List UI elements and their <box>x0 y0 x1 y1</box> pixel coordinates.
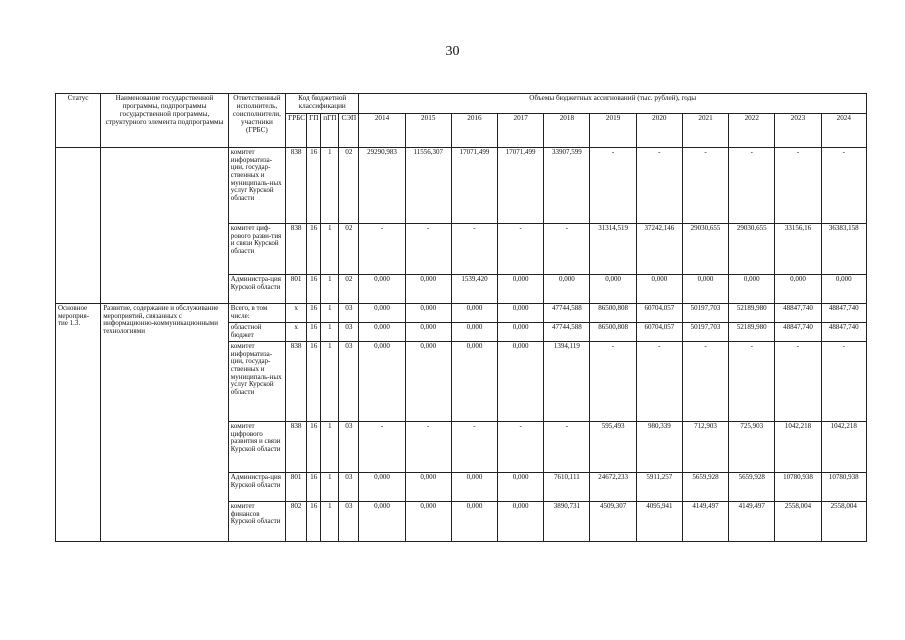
row-year-value: 0,000 <box>498 304 544 323</box>
row-year-value: - <box>590 342 636 422</box>
header-year: 2014 <box>359 114 405 148</box>
row-year-value: 0,000 <box>405 473 451 502</box>
row-year-value: 47744,588 <box>544 304 590 323</box>
row-year-value: 0,000 <box>821 275 866 304</box>
row-code-pgp: 1 <box>321 502 339 542</box>
row-year-value: - <box>682 148 728 224</box>
table-row <box>56 148 867 224</box>
row-year-value: 0,000 <box>544 275 590 304</box>
row-year-value: 4149,497 <box>682 502 728 542</box>
row-year-value: 50197,703 <box>682 323 728 342</box>
row-code-pgp: 1 <box>321 473 339 502</box>
header-year: 2018 <box>544 114 590 148</box>
row-year-value: 0,000 <box>451 502 497 542</box>
row-executor: Администра-ция Курской области <box>228 473 285 502</box>
row-year-value: 10780,938 <box>821 473 866 502</box>
row-year-value: 11556,307 <box>405 148 451 224</box>
row-year-value: - <box>451 422 497 473</box>
row-year-value: 0,000 <box>451 323 497 342</box>
row-executor: комитет циф-рового разви-тия и связи Курской области <box>228 224 285 275</box>
row-year-value: 0,000 <box>775 275 821 304</box>
row-year-value: 48847,740 <box>821 304 866 323</box>
row-program-name: Развитие, содержание и обслуживание мероприятий, связанных с информационно-коммуникационными технологиями <box>101 304 229 542</box>
row-executor: комитет информатиза-ции, государ-ственных и муниципаль-ных услуг Курской области <box>228 148 285 224</box>
row-year-value: 0,000 <box>359 275 405 304</box>
row-year-value: 60704,057 <box>636 304 682 323</box>
row-code-gp: 16 <box>307 323 321 342</box>
row-year-value: 36383,158 <box>821 224 866 275</box>
row-code-sep: 03 <box>339 323 359 342</box>
row-year-value: 0,000 <box>359 304 405 323</box>
row-year-value: 0,000 <box>729 275 775 304</box>
row-year-value: 0,000 <box>451 304 497 323</box>
row-executor: комитет информатиза-ции, государ-ственных и муниципаль-ных услуг Курской области <box>228 342 285 422</box>
row-code-pgp: 1 <box>321 275 339 304</box>
row-year-value: - <box>636 342 682 422</box>
row-year-value: 712,903 <box>682 422 728 473</box>
row-year-value: 60704,057 <box>636 323 682 342</box>
row-code-pgp: 1 <box>321 323 339 342</box>
row-year-value: 7610,111 <box>544 473 590 502</box>
row-code-grbs: 838 <box>286 422 307 473</box>
row-year-value: 31314,519 <box>590 224 636 275</box>
header-year: 2023 <box>775 114 821 148</box>
row-code-sep: 03 <box>339 502 359 542</box>
row-year-value: 0,000 <box>451 473 497 502</box>
row-code-grbs: 801 <box>286 473 307 502</box>
row-year-value: 0,000 <box>405 342 451 422</box>
row-year-value: - <box>775 342 821 422</box>
header-year: 2024 <box>821 114 866 148</box>
row-code-sep: 02 <box>339 275 359 304</box>
row-year-value: 0,000 <box>590 275 636 304</box>
row-year-value: 24672,233 <box>590 473 636 502</box>
row-year-value: 5659,928 <box>682 473 728 502</box>
header-code-gp: ГП <box>307 114 321 148</box>
row-year-value: 29030,655 <box>729 224 775 275</box>
header-year: 2022 <box>729 114 775 148</box>
table-body <box>56 148 867 542</box>
header-year: 2017 <box>498 114 544 148</box>
row-year-value: 0,000 <box>359 473 405 502</box>
row-year-value: - <box>590 148 636 224</box>
row-year-value: 37242,146 <box>636 224 682 275</box>
row-year-value: 0,000 <box>682 275 728 304</box>
row-year-value: 0,000 <box>498 473 544 502</box>
header-code-grbs: ГРБС <box>286 114 307 148</box>
row-code-sep: 02 <box>339 224 359 275</box>
row-year-value: 2558,004 <box>821 502 866 542</box>
row-year-value: 4149,497 <box>729 502 775 542</box>
table-row <box>56 304 867 323</box>
row-year-value: 1394,119 <box>544 342 590 422</box>
row-year-value: 33907,599 <box>544 148 590 224</box>
row-code-grbs: 801 <box>286 275 307 304</box>
row-year-value: - <box>359 422 405 473</box>
row-year-value: 33156,16 <box>775 224 821 275</box>
header-code-pgp: пГП <box>321 114 339 148</box>
row-year-value: - <box>821 342 866 422</box>
header-year: 2016 <box>451 114 497 148</box>
row-year-value: 0,000 <box>405 275 451 304</box>
row-code-grbs: х <box>286 304 307 323</box>
row-year-value: 595,493 <box>590 422 636 473</box>
row-year-value: 0,000 <box>498 342 544 422</box>
row-code-pgp: 1 <box>321 342 339 422</box>
budget-table <box>55 93 867 542</box>
header-status: Статус <box>56 94 101 148</box>
header-code-sep: СЭП <box>339 114 359 148</box>
row-year-value: - <box>775 148 821 224</box>
row-year-value: 86500,808 <box>590 304 636 323</box>
row-executor: Всего, в том числе: <box>228 304 285 323</box>
row-executor: Администра-ция Курской области <box>228 275 285 304</box>
row-code-pgp: 1 <box>321 304 339 323</box>
row-year-value: - <box>359 224 405 275</box>
page-number: 30 <box>445 44 460 59</box>
row-year-value: - <box>498 422 544 473</box>
row-code-gp: 16 <box>307 148 321 224</box>
row-year-value: 5659,928 <box>729 473 775 502</box>
row-code-pgp: 1 <box>321 148 339 224</box>
row-year-value: - <box>498 224 544 275</box>
row-year-value: 1042,218 <box>821 422 866 473</box>
row-year-value: 52189,980 <box>729 304 775 323</box>
row-code-grbs: 838 <box>286 342 307 422</box>
header-year: 2021 <box>682 114 728 148</box>
row-code-gp: 16 <box>307 502 321 542</box>
row-year-value: 0,000 <box>359 502 405 542</box>
header-year: 2019 <box>590 114 636 148</box>
row-year-value: 48847,740 <box>775 323 821 342</box>
row-executor: комитет финансов Курской области <box>228 502 285 542</box>
row-year-value: 47744,588 <box>544 323 590 342</box>
row-code-gp: 16 <box>307 473 321 502</box>
row-status <box>56 148 101 304</box>
row-year-value: 980,339 <box>636 422 682 473</box>
row-code-pgp: 1 <box>321 224 339 275</box>
row-status: Основное мероприя-тие 1.3. <box>56 304 101 542</box>
row-year-value: 52189,980 <box>729 323 775 342</box>
row-year-value: 725,903 <box>729 422 775 473</box>
row-code-gp: 16 <box>307 275 321 304</box>
row-executor: комитет цифрового развития и связи Курской области <box>228 422 285 473</box>
row-program-name <box>101 148 229 304</box>
row-code-sep: 03 <box>339 342 359 422</box>
row-year-value: 0,000 <box>405 502 451 542</box>
row-year-value: 29030,655 <box>682 224 728 275</box>
row-year-value: 0,000 <box>498 502 544 542</box>
row-year-value: 17071,499 <box>498 148 544 224</box>
row-code-gp: 16 <box>307 224 321 275</box>
row-year-value: 3890,731 <box>544 502 590 542</box>
row-code-pgp: 1 <box>321 422 339 473</box>
row-year-value: - <box>544 422 590 473</box>
row-code-gp: 16 <box>307 422 321 473</box>
row-year-value: 17071,499 <box>451 148 497 224</box>
header-name: Наименование государственной программы, подпрограммы государственной программы, структурного элемента подпрограммы <box>101 94 229 148</box>
row-code-grbs: 802 <box>286 502 307 542</box>
row-year-value: 48847,740 <box>821 323 866 342</box>
row-year-value: 10780,938 <box>775 473 821 502</box>
table-header <box>56 94 867 148</box>
row-code-sep: 02 <box>339 148 359 224</box>
row-code-sep: 03 <box>339 473 359 502</box>
row-year-value: 1042,218 <box>775 422 821 473</box>
row-code-grbs: 838 <box>286 224 307 275</box>
row-year-value: 29290,983 <box>359 148 405 224</box>
header-year: 2015 <box>405 114 451 148</box>
row-year-value: - <box>729 342 775 422</box>
row-code-sep: 03 <box>339 422 359 473</box>
row-year-value: 5911,257 <box>636 473 682 502</box>
row-year-value: - <box>682 342 728 422</box>
row-code-grbs: 838 <box>286 148 307 224</box>
row-code-sep: 03 <box>339 304 359 323</box>
row-year-value: - <box>544 224 590 275</box>
row-year-value: 0,000 <box>636 275 682 304</box>
row-code-grbs: х <box>286 323 307 342</box>
header-executor: Ответственный исполнитель, соисполнители, участники (ГРБС) <box>228 94 285 148</box>
row-year-value: - <box>636 148 682 224</box>
row-code-gp: 16 <box>307 304 321 323</box>
row-year-value: 0,000 <box>359 323 405 342</box>
row-year-value: 0,000 <box>451 342 497 422</box>
header-volumes: Объемы бюджетных ассигнований (тыс. рублей), годы <box>359 94 867 114</box>
row-year-value: 86500,808 <box>590 323 636 342</box>
row-year-value: 0,000 <box>359 342 405 422</box>
row-year-value: 50197,703 <box>682 304 728 323</box>
row-year-value: 2558,004 <box>775 502 821 542</box>
row-year-value: - <box>451 224 497 275</box>
row-year-value: 4509,307 <box>590 502 636 542</box>
row-year-value: - <box>821 148 866 224</box>
row-year-value: - <box>405 422 451 473</box>
row-year-value: 0,000 <box>498 323 544 342</box>
row-year-value: 0,000 <box>405 323 451 342</box>
row-code-gp: 16 <box>307 342 321 422</box>
row-year-value: 4095,941 <box>636 502 682 542</box>
row-year-value: - <box>405 224 451 275</box>
header-budget-code: Код бюджетной классификации <box>286 94 359 114</box>
row-year-value: - <box>729 148 775 224</box>
row-executor: областной бюджет <box>228 323 285 342</box>
row-year-value: 0,000 <box>405 304 451 323</box>
header-year: 2020 <box>636 114 682 148</box>
row-year-value: 1539,420 <box>451 275 497 304</box>
row-year-value: 0,000 <box>498 275 544 304</box>
row-year-value: 48847,740 <box>775 304 821 323</box>
